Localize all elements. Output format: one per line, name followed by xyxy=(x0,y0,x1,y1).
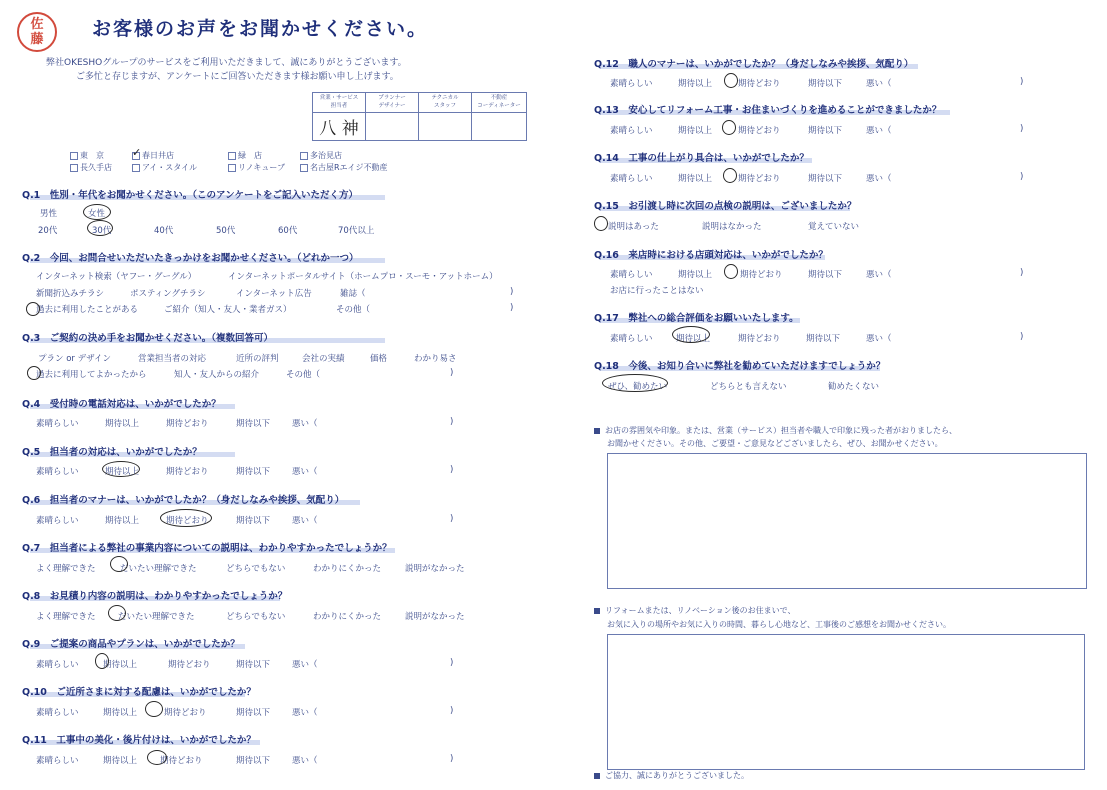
answer-circle-icon xyxy=(722,120,736,135)
option[interactable]: ご紹介（知人・友人・業者ガス） xyxy=(164,305,292,315)
option[interactable]: 期待以上 xyxy=(105,467,140,477)
staff-value-planner[interactable] xyxy=(366,113,419,141)
option[interactable]: 期待以上 xyxy=(678,270,713,280)
question-6: Q.6 担当者のマナーは、いかがでしたか？（身だしなみや挨拶、気配り） xyxy=(22,495,345,506)
checkbox-icon[interactable] xyxy=(228,152,236,160)
staff-value-realestate[interactable] xyxy=(472,113,527,141)
option[interactable]: 雑誌（ xyxy=(340,289,366,299)
answer-circle-icon xyxy=(110,556,128,572)
option[interactable]: 男性 xyxy=(40,209,58,219)
staff-header-realestate: 不動産 コーディネーター xyxy=(472,93,527,113)
option[interactable]: 悪い（ xyxy=(866,334,892,344)
paren: ) xyxy=(1020,268,1024,278)
staff-header-sales: 営業・サービス 担当者 xyxy=(313,93,366,113)
option[interactable]: 期待以上 xyxy=(678,174,713,184)
option[interactable]: 素晴らしい xyxy=(36,467,79,477)
option[interactable]: プラン or デザイン xyxy=(38,354,112,364)
option[interactable]: 説明がなかった xyxy=(405,612,465,622)
answer-circle-icon xyxy=(145,701,163,717)
option[interactable]: 期待以上 xyxy=(676,334,711,344)
option[interactable]: 悪い（ xyxy=(292,660,318,670)
staff-header-technical: テクニカル スタッフ xyxy=(419,93,472,113)
paren: ) xyxy=(1020,172,1024,182)
question-12: Q.12 職人のマナーは、いかがでしたか？（身だしなみや挨拶、気配り） xyxy=(594,59,914,70)
option[interactable]: 期待以上 xyxy=(105,516,140,526)
option[interactable]: 新聞折込みチラシ xyxy=(36,289,105,299)
option[interactable]: 悪い（ xyxy=(866,126,892,136)
comment-prompt-1: お店の雰囲気や印象。または、営業（サービス）担当者や職人で印象に残った者がおりましたら、 xyxy=(594,425,957,436)
option[interactable]: どちらでもない xyxy=(226,564,286,574)
option[interactable]: 50代 xyxy=(216,226,236,236)
option[interactable]: 期待以下 xyxy=(808,174,843,184)
option[interactable]: 20代 xyxy=(38,226,58,236)
option[interactable]: 悪い（ xyxy=(292,708,318,718)
answer-circle-icon xyxy=(672,326,710,343)
option[interactable]: 過去に利用したことがある xyxy=(36,305,139,315)
paren: ) xyxy=(450,706,454,716)
option[interactable]: 悪い（ xyxy=(292,419,318,429)
checkbox-icon[interactable] xyxy=(70,152,78,160)
question-2: Q.2 今回、お問合せいただいたきっかけをお聞かせください。（どれか一つ） xyxy=(22,253,359,264)
option[interactable]: 期待以上 xyxy=(103,708,138,718)
answer-circle-icon xyxy=(95,653,109,669)
option[interactable]: 期待以下 xyxy=(236,467,271,477)
option[interactable]: 期待どおり xyxy=(166,419,209,429)
paren: ) xyxy=(450,417,454,427)
question-1: Q.1 性別・年代をお聞かせください。（このアンケートをご記入いただく方） xyxy=(22,190,358,201)
store-kasugai[interactable]: 春日井店 ✓ xyxy=(132,146,174,160)
option[interactable]: 期待以上 xyxy=(103,660,138,670)
intro-line-2: ご多忙と存じますが、アンケートにご回答いただきます様お願い申し上げます。 xyxy=(76,72,399,82)
option[interactable]: わかりにくかった xyxy=(313,612,382,622)
option[interactable]: 70代以上 xyxy=(338,226,375,236)
answer-circle-icon xyxy=(147,750,167,765)
answer-circle-icon xyxy=(87,220,113,236)
paren: ) xyxy=(510,303,514,313)
question-16: Q.16 来店時における店頭対応は、いかがでしたか？ xyxy=(594,250,828,261)
paren: ) xyxy=(450,465,454,475)
thanks-text: ご協力、誠にありがとうございました。 xyxy=(594,770,749,781)
option[interactable]: 期待以下 xyxy=(808,126,843,136)
option[interactable]: インターネット広告 xyxy=(236,289,312,299)
answer-circle-icon xyxy=(594,216,608,231)
option[interactable]: 素晴らしい xyxy=(610,126,653,136)
option[interactable]: 説明はなかった xyxy=(702,222,762,232)
option[interactable]: 素晴らしい xyxy=(36,516,79,526)
bullet-square-icon xyxy=(594,428,600,434)
store-midori[interactable]: 緑 店 xyxy=(228,150,262,161)
option[interactable]: 価格 xyxy=(370,354,388,364)
answer-circle-icon xyxy=(102,461,140,477)
staff-table xyxy=(312,92,527,141)
question-8: Q.8 お見積り内容の説明は、わかりやすかったでしょうか？ xyxy=(22,591,288,602)
paren: ) xyxy=(1020,124,1024,134)
page-title: お客様のお声をお聞かせください。 xyxy=(92,18,429,40)
option[interactable]: 期待以下 xyxy=(808,79,843,89)
option[interactable]: その他（ xyxy=(336,305,371,315)
option[interactable]: 素晴らしい xyxy=(36,660,79,670)
question-9: Q.9 ご提案の商品やプランは、いかがでしたか？ xyxy=(22,639,240,650)
option[interactable]: 期待以下 xyxy=(236,708,271,718)
question-14: Q.14 工事の仕上がり具合は、いかがでしたか？ xyxy=(594,153,809,164)
option[interactable]: 覚えていない xyxy=(808,222,860,232)
option[interactable]: 期待どおり xyxy=(738,334,781,344)
option[interactable]: ぜひ、勧めたい xyxy=(608,382,668,392)
paren: ) xyxy=(1020,77,1024,87)
option[interactable]: 期待どおり xyxy=(160,756,203,766)
option[interactable]: 期待以上 xyxy=(678,79,713,89)
option[interactable]: 期待以下 xyxy=(236,516,271,526)
option[interactable]: 期待どおり xyxy=(166,516,209,526)
option[interactable]: 素晴らしい xyxy=(610,334,653,344)
comment-box-1[interactable] xyxy=(607,453,1087,589)
answer-circle-icon xyxy=(26,302,40,316)
answer-circle-icon xyxy=(723,168,737,183)
option[interactable]: 素晴らしい xyxy=(36,419,79,429)
option[interactable]: ポスティングチラシ xyxy=(130,289,206,299)
bullet-square-icon xyxy=(594,773,600,779)
option[interactable]: だいたい理解できた xyxy=(118,612,195,622)
question-5: Q.5 担当者の対応は、いかがでしたか？ xyxy=(22,447,202,458)
option[interactable]: 素晴らしい xyxy=(610,270,653,280)
checkbox-icon[interactable] xyxy=(300,164,308,172)
check-mark-icon: ✓ xyxy=(132,146,142,159)
answer-circle-icon xyxy=(160,509,212,527)
store-tajimi[interactable]: 多治見店 xyxy=(300,150,342,161)
option[interactable]: わかりにくかった xyxy=(313,564,382,574)
comment-box-2[interactable] xyxy=(607,634,1085,770)
checkbox-icon[interactable] xyxy=(132,164,140,172)
answer-circle-icon xyxy=(83,204,111,220)
question-10: Q.10 ご近所さまに対する配慮は、いかがでしたか？ xyxy=(22,687,256,698)
option[interactable]: 期待どおり xyxy=(738,174,781,184)
option[interactable]: 説明はあった xyxy=(608,222,659,232)
answer-circle-icon xyxy=(602,374,668,392)
seal-stamp: 佐 藤 xyxy=(17,12,57,52)
option[interactable]: 悪い（ xyxy=(866,270,892,280)
checkbox-icon[interactable] xyxy=(70,164,78,172)
option[interactable]: 60代 xyxy=(278,226,298,236)
option[interactable]: 素晴らしい xyxy=(610,174,653,184)
comment-prompt-2b: お気に入りの場所やお気に入りの時間、暮らし心地など、工事後のご感想をお聞かせください。 xyxy=(607,620,951,629)
option[interactable]: 期待どおり xyxy=(740,270,783,280)
option[interactable]: 勧めたくない xyxy=(828,382,880,392)
option[interactable]: 期待以下 xyxy=(806,334,841,344)
option[interactable]: 営業担当者の対応 xyxy=(138,354,207,364)
option[interactable]: その他（ xyxy=(286,370,321,380)
paren: ) xyxy=(450,368,454,378)
paren: ) xyxy=(450,514,454,524)
option[interactable]: お店に行ったことはない xyxy=(610,286,704,296)
option[interactable]: 知人・友人からの紹介 xyxy=(174,370,260,380)
answer-circle-icon xyxy=(27,366,41,380)
option[interactable]: よく理解できた xyxy=(36,564,96,574)
checkbox-icon[interactable] xyxy=(300,152,308,160)
option[interactable]: だいたい理解できた xyxy=(120,564,197,574)
option[interactable]: 素晴らしい xyxy=(36,756,79,766)
option[interactable]: 期待どおり xyxy=(168,660,211,670)
staff-value-technical[interactable] xyxy=(419,113,472,141)
checkbox-icon[interactable] xyxy=(228,164,236,172)
question-4: Q.4 受付時の電話対応は、いかがでしたか？ xyxy=(22,399,221,410)
option[interactable]: 30代 xyxy=(92,226,112,236)
staff-header-planner: プランナー デザイナー xyxy=(366,93,419,113)
option[interactable]: 会社の実績 xyxy=(302,354,345,364)
question-18: Q.18 今後、お知り合いに弊社を勧めていただけますでしょうか？ xyxy=(594,361,886,372)
option[interactable]: インターネットポータルサイト（ホームプロ・スーモ・アットホーム） xyxy=(228,272,498,282)
option[interactable]: 期待どおり xyxy=(738,79,781,89)
answer-circle-icon xyxy=(724,264,738,279)
question-13: Q.13 安心してリフォーム工事・お住まいづくりを進めることができましたか？ xyxy=(594,105,942,116)
option[interactable]: 40代 xyxy=(154,226,174,236)
option[interactable]: 期待以上 xyxy=(103,756,138,766)
option[interactable]: 期待以上 xyxy=(105,419,140,429)
paren: ) xyxy=(450,754,454,764)
option[interactable]: どちらとも言えない xyxy=(710,382,787,392)
option[interactable]: 女性 xyxy=(88,209,106,219)
option[interactable]: 期待どおり xyxy=(166,467,209,477)
option[interactable]: 期待以下 xyxy=(808,270,843,280)
question-11: Q.11 工事中の美化・後片付けは、いかがでしたか？ xyxy=(22,735,256,746)
option[interactable]: よく理解できた xyxy=(36,612,96,622)
intro-line-1: 弊社OKESHOグループのサービスをご利用いただきまして、誠にありがとうございます。 xyxy=(46,58,407,68)
store-nagoya-rage[interactable]: 名古屋Rエイジ不動産 xyxy=(300,162,388,173)
staff-value-sales[interactable]: 八 神 xyxy=(313,113,366,141)
option[interactable]: 説明がなかった xyxy=(405,564,465,574)
answer-circle-icon xyxy=(108,605,126,621)
option[interactable]: 悪い（ xyxy=(292,756,318,766)
option[interactable]: 素晴らしい xyxy=(610,79,653,89)
store-nagakute[interactable]: 長久手店 xyxy=(70,162,112,173)
option[interactable]: 近所の評判 xyxy=(236,354,279,364)
answer-circle-icon xyxy=(724,73,738,88)
question-15: Q.15 お引渡し時に次回の点検の説明は、ございましたか？ xyxy=(594,201,857,212)
option[interactable]: 悪い（ xyxy=(866,79,892,89)
paren: ) xyxy=(1020,332,1024,342)
option[interactable]: 過去に利用してよかったから xyxy=(36,370,147,380)
bullet-square-icon xyxy=(594,608,600,614)
paren: ) xyxy=(450,658,454,668)
option[interactable]: 期待以下 xyxy=(236,660,271,670)
option[interactable]: 期待どおり xyxy=(164,708,207,718)
option[interactable]: わかり易さ xyxy=(414,354,457,364)
option[interactable]: 期待どおり xyxy=(738,126,781,136)
question-7: Q.7 担当者による弊社の事業内容についての説明は、わかりやすかったでしょうか？ xyxy=(22,543,392,554)
option[interactable]: 期待以上 xyxy=(678,126,713,136)
option[interactable]: 悪い（ xyxy=(292,467,318,477)
option[interactable]: 悪い（ xyxy=(292,516,318,526)
option[interactable]: どちらでもない xyxy=(226,612,286,622)
paren: ) xyxy=(510,287,514,297)
option[interactable]: 期待以下 xyxy=(236,419,271,429)
option[interactable]: 期待以下 xyxy=(236,756,271,766)
option[interactable]: 悪い（ xyxy=(866,174,892,184)
option[interactable]: インターネット検索（ヤフー・グーグル） xyxy=(36,272,197,282)
store-istyle[interactable]: アイ・スタイル xyxy=(132,162,197,173)
question-17: Q.17 弊社への総合評価をお願いいたします。 xyxy=(594,313,799,324)
question-3: Q.3 ご契約の決め手をお聞かせください。（複数回答可） xyxy=(22,333,274,344)
comment-prompt-1b: お聞かせください。その他、ご要望・ご意見などございましたら、ぜひ、お聞かせください。 xyxy=(607,439,943,448)
store-renocube[interactable]: リノキューブ xyxy=(228,162,285,173)
store-tokyo[interactable]: 東 京 xyxy=(70,150,104,161)
option[interactable]: 素晴らしい xyxy=(36,708,79,718)
comment-prompt-2: リフォームまたは、リノベーション後のお住まいで、 xyxy=(594,605,795,616)
